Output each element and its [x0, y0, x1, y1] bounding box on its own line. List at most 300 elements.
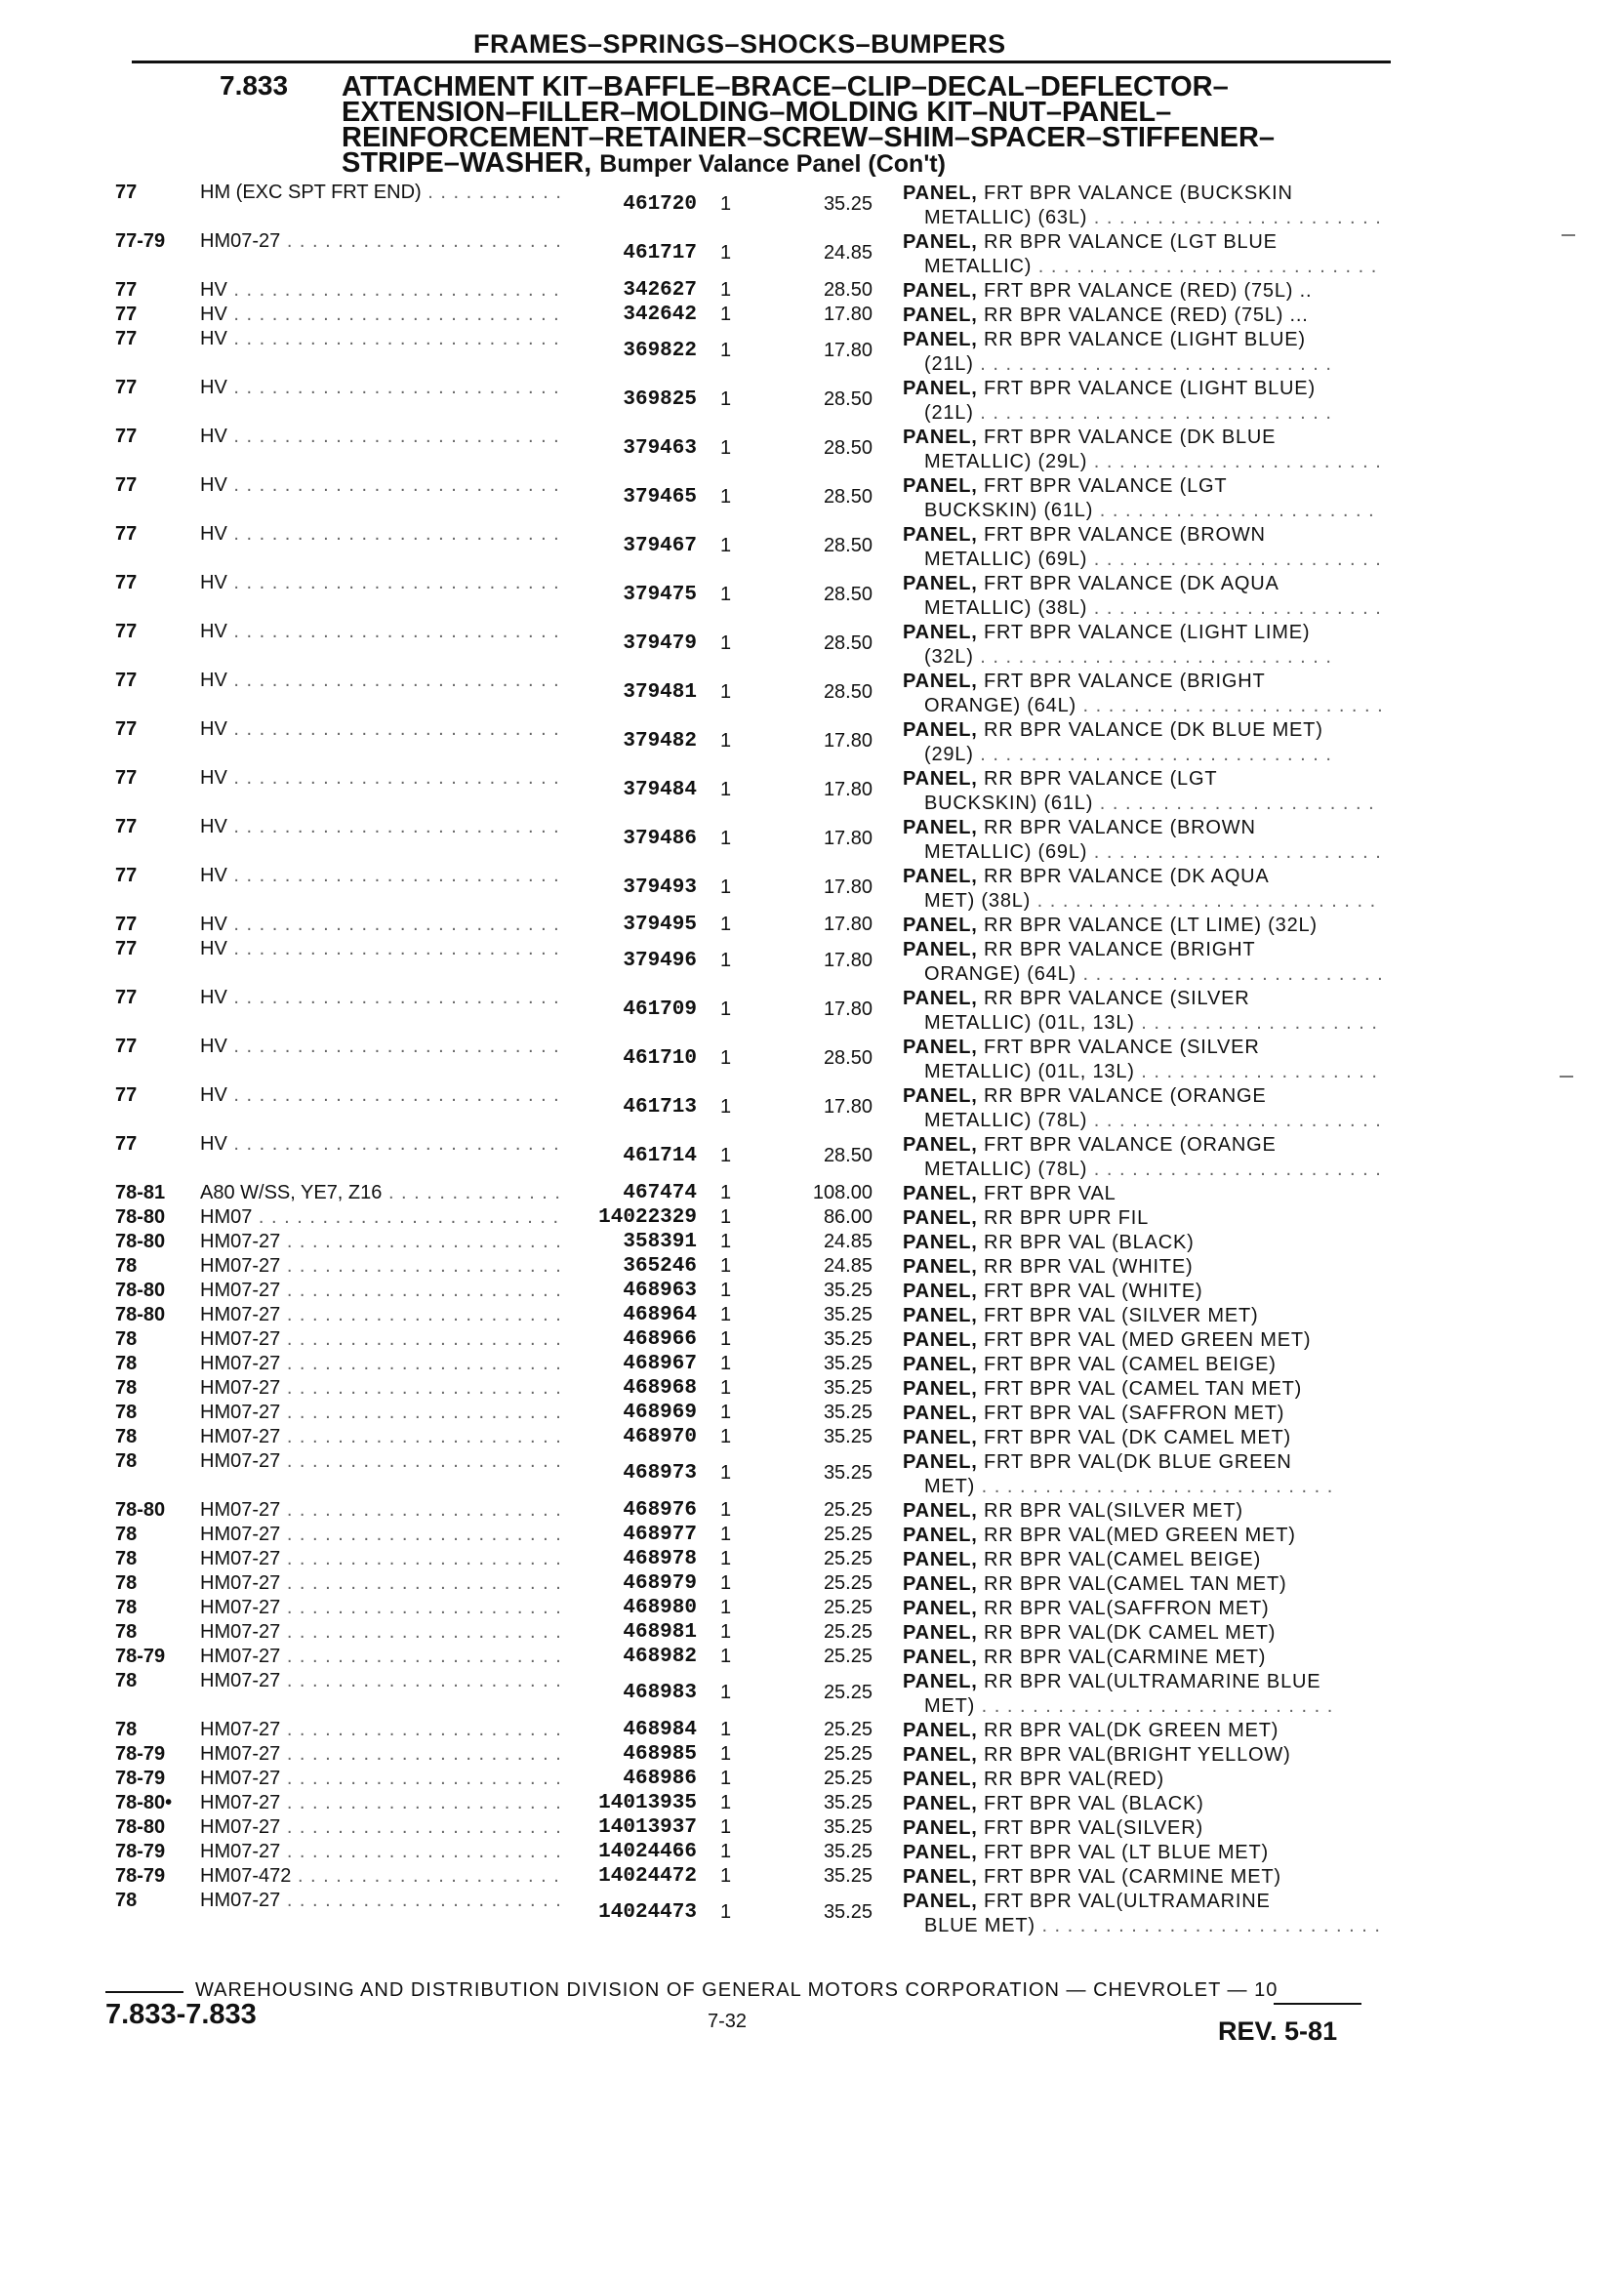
footer-division: WAREHOUSING AND DISTRIBUTION DIVISION OF GENERAL MOTORS CORPORATION — CHEVROLET — 10 — [195, 1979, 1279, 2001]
quantity: 1 — [720, 1304, 732, 1325]
description — [903, 1670, 1381, 1719]
description — [903, 1402, 1381, 1426]
part-number: 468977 — [623, 1524, 697, 1546]
model-year: 77 — [115, 426, 138, 447]
application: HM07-27 . . . — [200, 1450, 563, 1473]
price: 25.25 — [823, 1499, 873, 1521]
price: 25.25 — [823, 1572, 873, 1594]
description-keyword: PANEL, — [903, 329, 978, 350]
application: HM07-27 . . . — [200, 1426, 563, 1448]
part-number: 379493 — [623, 876, 697, 899]
part-number: 379481 — [623, 681, 697, 704]
application: HM07-27 . . . — [200, 1353, 563, 1375]
description — [903, 1231, 1381, 1255]
description-line: PANEL, FRT BPR VAL (CAMEL TAN MET) — [903, 1378, 1303, 1400]
part-number: 379495 — [623, 914, 697, 936]
description-continuation: MET) . . . — [903, 1475, 1381, 1499]
description — [903, 1743, 1381, 1768]
price: 35.25 — [823, 1377, 873, 1399]
section-title-text: ATTACHMENT KIT–BAFFLE–BRACE–CLIP–DECAL–DEFLECTOR–EXTENSION–FILLER–MOLDING–MOLDING KIT–NUT–PANEL–REINFORCEMENT–RETAINER–SCREW–SHIM–SPACER–STIFFENER–STRIPE–WASHER, — [342, 71, 1276, 179]
description-keyword: PANEL, — [903, 1842, 978, 1863]
model-year: 77 — [115, 572, 138, 593]
part-number: 468976 — [623, 1499, 697, 1522]
application: HM07-27 . . . — [200, 1719, 563, 1741]
model-year: 78 — [115, 1328, 138, 1350]
model-year: 78-79 — [115, 1865, 166, 1887]
description-keyword: PANEL, — [903, 1525, 978, 1546]
quantity: 1 — [720, 1865, 732, 1887]
description-keyword: PANEL, — [903, 719, 978, 741]
description — [903, 914, 1381, 938]
application: HM07-27 . . . — [200, 230, 563, 253]
description-line: PANEL, RR BPR VALANCE (ORANGE — [903, 1085, 1267, 1107]
description-continuation: METALLIC) (01L, 13L) . . . — [903, 1011, 1381, 1036]
table-row — [0, 1255, 1624, 1280]
price: 25.25 — [823, 1646, 873, 1667]
table-row — [0, 328, 1624, 377]
part-number: 14022329 — [598, 1206, 697, 1229]
price: 25.25 — [823, 1768, 873, 1789]
description-continuation: MET) . . . — [903, 1694, 1381, 1719]
description-continuation: METALLIC) . . . — [903, 255, 1381, 279]
quantity: 1 — [720, 779, 732, 800]
application: HV . . . — [200, 767, 563, 790]
price: 24.85 — [823, 242, 873, 264]
description — [903, 230, 1381, 279]
price: 35.25 — [823, 1280, 873, 1301]
application: HV . . . — [200, 621, 563, 643]
model-year: 78-80 — [115, 1816, 166, 1838]
quantity: 1 — [720, 1572, 732, 1594]
model-year: 78-79 — [115, 1841, 166, 1862]
price: 17.80 — [823, 998, 873, 1020]
description-keyword: PANEL, — [903, 378, 978, 399]
model-year: 77 — [115, 377, 138, 398]
description-keyword: PANEL, — [903, 475, 978, 497]
application: HM (EXC SPT FRT END) . . . — [200, 182, 563, 204]
table-row — [0, 1084, 1624, 1133]
price: 35.25 — [823, 1816, 873, 1838]
description — [903, 1524, 1381, 1548]
description-keyword: PANEL, — [903, 524, 978, 546]
part-number: 468968 — [623, 1377, 697, 1400]
price: 25.25 — [823, 1743, 873, 1765]
description — [903, 1792, 1381, 1816]
table-row — [0, 1280, 1624, 1304]
part-number: 468973 — [623, 1462, 697, 1485]
description-keyword: PANEL, — [903, 866, 978, 887]
quantity: 1 — [720, 1280, 732, 1301]
footer-rule-left — [105, 1991, 183, 1993]
description-keyword: PANEL, — [903, 1598, 978, 1619]
description-keyword: PANEL, — [903, 622, 978, 643]
application: HV . . . — [200, 1036, 563, 1058]
description-line: PANEL, FRT BPR VALANCE (DK AQUA — [903, 573, 1279, 594]
table-row — [0, 621, 1624, 670]
table-row — [0, 914, 1624, 938]
application: HM07-27 . . . — [200, 1816, 563, 1839]
price: 35.25 — [823, 1402, 873, 1423]
part-number: 14024472 — [598, 1865, 697, 1888]
quantity: 1 — [720, 1901, 732, 1923]
table-row — [0, 1182, 1624, 1206]
description — [903, 1890, 1381, 1938]
application: HM07-27 . . . — [200, 1890, 563, 1912]
price: 35.25 — [823, 1353, 873, 1374]
description-keyword: PANEL, — [903, 1305, 978, 1326]
description-continuation: METALLIC) (78L) . . . — [903, 1109, 1381, 1133]
part-number: 468970 — [623, 1426, 697, 1448]
application: HM07-27 . . . — [200, 1255, 563, 1278]
table-row — [0, 1377, 1624, 1402]
description-keyword: PANEL, — [903, 988, 978, 1009]
application: HV . . . — [200, 718, 563, 741]
table-row — [0, 1304, 1624, 1328]
part-number: 468964 — [623, 1304, 697, 1326]
table-row — [0, 1402, 1624, 1426]
description-line: PANEL, RR BPR VALANCE (LIGHT BLUE) — [903, 329, 1306, 350]
description-line: PANEL, FRT BPR VALANCE (SILVER — [903, 1037, 1260, 1058]
part-number: 468963 — [623, 1280, 697, 1302]
description-line: PANEL, FRT BPR VAL (CAMEL BEIGE) — [903, 1354, 1277, 1375]
table-row — [0, 1133, 1624, 1182]
price: 17.80 — [823, 950, 873, 971]
application: HM07-27 . . . — [200, 1304, 563, 1326]
description-line: PANEL, RR BPR VALANCE (DK BLUE MET) — [903, 719, 1323, 741]
model-year: 78 — [115, 1255, 138, 1277]
model-year: 77 — [115, 1133, 138, 1155]
part-number: 468982 — [623, 1646, 697, 1668]
quantity: 1 — [720, 1402, 732, 1423]
application: HV . . . — [200, 304, 563, 326]
price: 35.25 — [823, 1304, 873, 1325]
description-line: PANEL, RR BPR VAL(CAMEL TAN MET) — [903, 1573, 1287, 1595]
part-number: 468981 — [623, 1621, 697, 1644]
price: 35.25 — [823, 193, 873, 215]
model-year: 77 — [115, 279, 138, 301]
description — [903, 1646, 1381, 1670]
application: HV . . . — [200, 914, 563, 936]
part-number: 468986 — [623, 1768, 697, 1790]
description-line: PANEL, FRT BPR VALANCE (BRIGHT — [903, 671, 1266, 692]
quantity: 1 — [720, 828, 732, 849]
description-keyword: PANEL, — [903, 1037, 978, 1058]
table-row — [0, 1548, 1624, 1572]
model-year: 77 — [115, 938, 138, 959]
price: 25.25 — [823, 1548, 873, 1569]
model-year: 77-79 — [115, 230, 166, 252]
part-number: 379496 — [623, 950, 697, 972]
description-line: PANEL, FRT BPR VAL (BLACK) — [903, 1793, 1204, 1814]
description-line: PANEL, FRT BPR VALANCE (LIGHT BLUE) — [903, 378, 1316, 399]
description-keyword: PANEL, — [903, 1256, 978, 1278]
description — [903, 1719, 1381, 1743]
price: 25.25 — [823, 1597, 873, 1618]
table-row — [0, 572, 1624, 621]
part-number: 14013935 — [598, 1792, 697, 1814]
model-year: 78 — [115, 1450, 138, 1472]
description-keyword: PANEL, — [903, 1793, 978, 1814]
table-row — [0, 1743, 1624, 1768]
part-number: 461710 — [623, 1047, 697, 1070]
table-row — [0, 865, 1624, 914]
part-number: 468967 — [623, 1353, 697, 1375]
quantity: 1 — [720, 193, 732, 215]
description-line: PANEL, FRT BPR VALANCE (DK BLUE — [903, 427, 1277, 448]
description-continuation: (21L) . . . — [903, 352, 1381, 377]
application: HV . . . — [200, 474, 563, 497]
price: 28.50 — [823, 279, 873, 301]
model-year: 78 — [115, 1524, 138, 1545]
table-row — [0, 718, 1624, 767]
table-row — [0, 474, 1624, 523]
quantity: 1 — [720, 1206, 732, 1228]
model-year: 77 — [115, 1036, 138, 1057]
quantity: 1 — [720, 998, 732, 1020]
quantity: 1 — [720, 1377, 732, 1399]
description-line: PANEL, RR BPR VALANCE (SILVER — [903, 988, 1250, 1009]
table-row — [0, 1572, 1624, 1597]
model-year: 78-80 — [115, 1231, 166, 1252]
part-number: 468969 — [623, 1402, 697, 1424]
description-keyword: PANEL, — [903, 573, 978, 594]
model-year: 78 — [115, 1670, 138, 1691]
description-line: PANEL, RR BPR VAL(MED GREEN MET) — [903, 1525, 1296, 1546]
price: 28.50 — [823, 486, 873, 508]
description-continuation: METALLIC) (63L) . . . — [903, 206, 1381, 230]
description — [903, 621, 1381, 670]
table-row — [0, 1206, 1624, 1231]
description — [903, 1597, 1381, 1621]
table-row — [0, 670, 1624, 718]
description-keyword: PANEL, — [903, 939, 978, 960]
part-number: 468966 — [623, 1328, 697, 1351]
quantity: 1 — [720, 1768, 732, 1789]
quantity: 1 — [720, 437, 732, 459]
table-row — [0, 377, 1624, 426]
table-row — [0, 1865, 1624, 1890]
quantity: 1 — [720, 1524, 732, 1545]
description-keyword: PANEL, — [903, 1354, 978, 1375]
footer-page-number: 7-32 — [708, 2011, 748, 2032]
table-row — [0, 279, 1624, 304]
price: 25.25 — [823, 1524, 873, 1545]
section-subtitle: Bumper Valance Panel (Con't) — [599, 150, 946, 178]
description-line: PANEL, FRT BPR VAL(DK BLUE GREEN — [903, 1451, 1292, 1473]
table-row — [0, 1621, 1624, 1646]
part-number: 461713 — [623, 1096, 697, 1119]
description — [903, 426, 1381, 474]
description-line: PANEL, FRT BPR VALANCE (LGT — [903, 475, 1228, 497]
description-keyword: PANEL, — [903, 231, 978, 253]
description-line: PANEL, RR BPR VAL (BLACK) — [903, 1232, 1195, 1253]
application: HV . . . — [200, 377, 563, 399]
margin-mark — [1560, 1076, 1573, 1078]
model-year: 78 — [115, 1719, 138, 1740]
model-year: 78-81 — [115, 1182, 166, 1203]
description-line: PANEL, RR BPR VAL(SILVER MET) — [903, 1500, 1243, 1522]
description — [903, 1280, 1381, 1304]
application: HV . . . — [200, 279, 563, 302]
description-line: PANEL, RR BPR VALANCE (LT LIME) (32L) — [903, 915, 1318, 936]
description-keyword: PANEL, — [903, 1329, 978, 1351]
price: 28.50 — [823, 584, 873, 605]
description-keyword: PANEL, — [903, 280, 978, 302]
part-number: 468978 — [623, 1548, 697, 1570]
part-number: 461714 — [623, 1145, 697, 1167]
application: HV . . . — [200, 572, 563, 594]
description — [903, 816, 1381, 865]
price: 28.50 — [823, 535, 873, 556]
table-row — [0, 426, 1624, 474]
part-number: 342627 — [623, 279, 697, 302]
description-line: PANEL, RR BPR UPR FIL — [903, 1207, 1150, 1229]
description — [903, 987, 1381, 1036]
part-number: 14013937 — [598, 1816, 697, 1839]
description-line: PANEL, RR BPR VALANCE (BROWN — [903, 817, 1256, 838]
description-keyword: PANEL, — [903, 1866, 978, 1888]
description — [903, 1621, 1381, 1646]
part-number: 358391 — [623, 1231, 697, 1253]
description — [903, 377, 1381, 426]
price: 28.50 — [823, 437, 873, 459]
description — [903, 1572, 1381, 1597]
description — [903, 1328, 1381, 1353]
price: 35.25 — [823, 1462, 873, 1484]
model-year: 78-79 — [115, 1743, 166, 1765]
part-number: 379482 — [623, 730, 697, 753]
application: HV . . . — [200, 670, 563, 692]
part-number: 468985 — [623, 1743, 697, 1766]
table-row — [0, 1450, 1624, 1499]
model-year: 77 — [115, 816, 138, 837]
part-number: 379479 — [623, 632, 697, 655]
model-year: 77 — [115, 865, 138, 886]
part-number: 461717 — [623, 242, 697, 265]
quantity: 1 — [720, 1646, 732, 1667]
margin-mark — [1562, 234, 1575, 236]
description-continuation: METALLIC) (01L, 13L) . . . — [903, 1060, 1381, 1084]
application: HV . . . — [200, 1133, 563, 1156]
quantity: 1 — [720, 632, 732, 654]
quantity: 1 — [720, 279, 732, 301]
description — [903, 1353, 1381, 1377]
model-year: 78 — [115, 1621, 138, 1643]
part-number: 14024466 — [598, 1841, 697, 1863]
part-number: 379467 — [623, 535, 697, 557]
table-row — [0, 1524, 1624, 1548]
table-row — [0, 304, 1624, 328]
model-year: 77 — [115, 523, 138, 545]
part-number: 379486 — [623, 828, 697, 850]
quantity: 1 — [720, 1255, 732, 1277]
part-number: 365246 — [623, 1255, 697, 1278]
part-number: 379475 — [623, 584, 697, 606]
description-keyword: PANEL, — [903, 1281, 978, 1302]
quantity: 1 — [720, 242, 732, 264]
price: 25.25 — [823, 1621, 873, 1643]
price: 25.25 — [823, 1682, 873, 1703]
description-continuation: MET) (38L) . . . — [903, 889, 1381, 914]
price: 35.25 — [823, 1841, 873, 1862]
quantity: 1 — [720, 1682, 732, 1703]
description-keyword: PANEL, — [903, 1573, 978, 1595]
table-row — [0, 1768, 1624, 1792]
price: 17.80 — [823, 1096, 873, 1118]
description — [903, 1206, 1381, 1231]
description-keyword: PANEL, — [903, 1183, 978, 1204]
description-continuation: ORANGE) (64L) . . . — [903, 694, 1381, 718]
application: HV . . . — [200, 523, 563, 546]
description-line: PANEL, RR BPR VALANCE (LGT BLUE — [903, 231, 1278, 253]
quantity: 1 — [720, 876, 732, 898]
application: HM07-27 . . . — [200, 1792, 563, 1814]
description-continuation: METALLIC) (78L) . . . — [903, 1158, 1381, 1182]
description — [903, 1450, 1381, 1499]
description-continuation: BUCKSKIN) (61L) . . . — [903, 792, 1381, 816]
description — [903, 1499, 1381, 1524]
quantity: 1 — [720, 730, 732, 752]
price: 28.50 — [823, 388, 873, 410]
description-line: PANEL, FRT BPR VALANCE (BROWN — [903, 524, 1266, 546]
application: HV . . . — [200, 987, 563, 1009]
application: HM07-27 . . . — [200, 1377, 563, 1400]
quantity: 1 — [720, 584, 732, 605]
table-row — [0, 1328, 1624, 1353]
quantity: 1 — [720, 1597, 732, 1618]
model-year: 77 — [115, 1084, 138, 1106]
title-rule — [132, 61, 1391, 63]
quantity: 1 — [720, 1145, 732, 1166]
application: HM07-27 . . . — [200, 1670, 563, 1692]
application: HM07-27 . . . — [200, 1743, 563, 1766]
model-year: 78 — [115, 1548, 138, 1569]
description-line: PANEL, RR BPR VAL(DK GREEN MET) — [903, 1720, 1279, 1741]
application: HM07-27 . . . — [200, 1231, 563, 1253]
description — [903, 474, 1381, 523]
footer-rule-right — [1274, 2003, 1361, 2005]
table-row — [0, 938, 1624, 987]
price: 24.85 — [823, 1255, 873, 1277]
table-row — [0, 1231, 1624, 1255]
application: HM07-27 . . . — [200, 1841, 563, 1863]
model-year: 77 — [115, 767, 138, 789]
description-keyword: PANEL, — [903, 305, 978, 326]
table-row — [0, 1646, 1624, 1670]
description-line: PANEL, FRT BPR VAL(SILVER) — [903, 1817, 1203, 1839]
application: HM07-27 . . . — [200, 1646, 563, 1668]
description — [903, 1377, 1381, 1402]
description-keyword: PANEL, — [903, 1427, 978, 1448]
quantity: 1 — [720, 1499, 732, 1521]
quantity: 1 — [720, 1743, 732, 1765]
quantity: 1 — [720, 681, 732, 703]
quantity: 1 — [720, 1096, 732, 1118]
description-keyword: PANEL, — [903, 1671, 978, 1692]
description — [903, 1865, 1381, 1890]
model-year: 77 — [115, 987, 138, 1008]
part-number: 461709 — [623, 998, 697, 1021]
description-keyword: PANEL, — [903, 1720, 978, 1741]
part-number: 379484 — [623, 779, 697, 801]
quantity: 1 — [720, 1621, 732, 1643]
description-line: PANEL, RR BPR VALANCE (DK AQUA — [903, 866, 1270, 887]
quantity: 1 — [720, 914, 732, 935]
description-line: PANEL, RR BPR VALANCE (RED) (75L) ... — [903, 305, 1309, 326]
description-keyword: PANEL, — [903, 1891, 978, 1912]
description-keyword: PANEL, — [903, 1769, 978, 1790]
description-continuation: ORANGE) (64L) . . . — [903, 962, 1381, 987]
